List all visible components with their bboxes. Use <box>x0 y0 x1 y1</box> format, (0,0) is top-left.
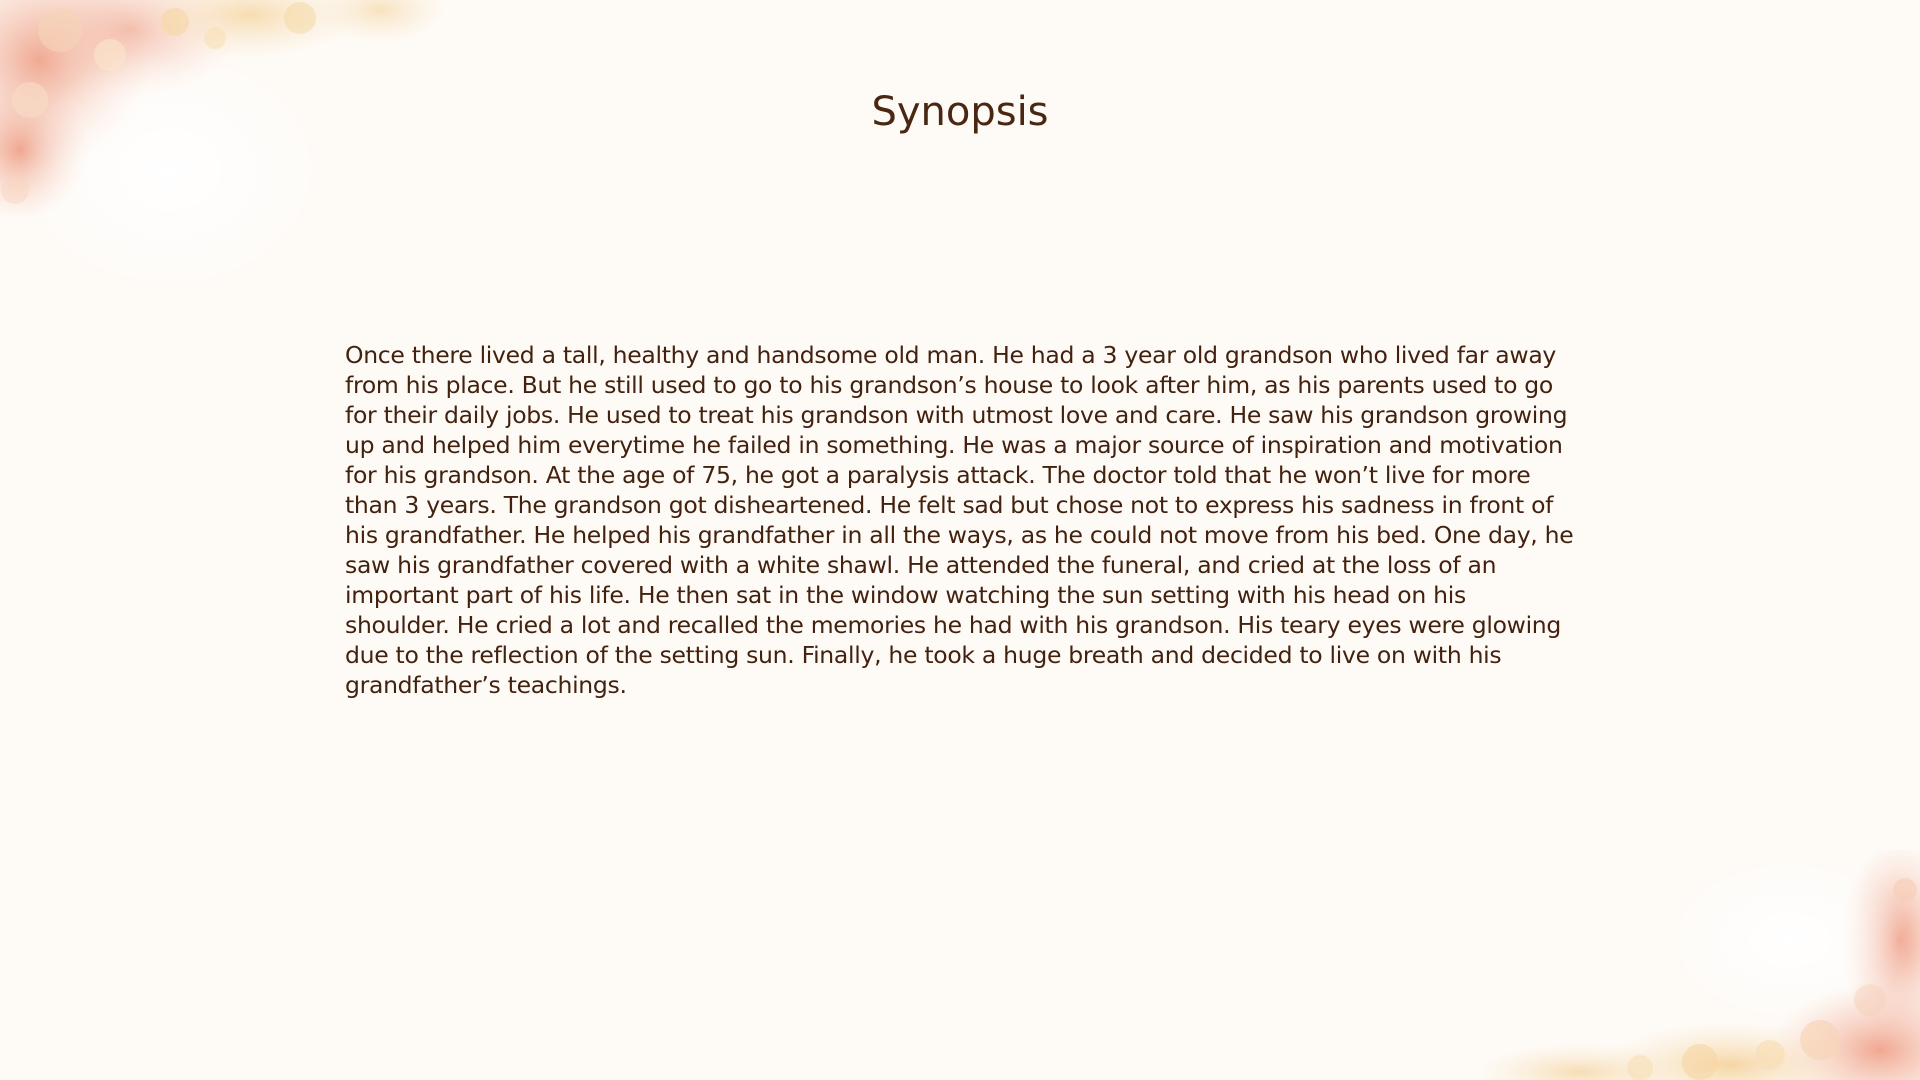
floral-watercolor-decoration-top-left <box>0 0 460 330</box>
slide-title: Synopsis <box>871 89 1049 135</box>
floral-watercolor-decoration-bottom-right <box>1400 850 1920 1080</box>
synopsis-paragraph: Once there lived a tall, healthy and handsome old man. He had a 3 year old grandson who lived far away from his place. But he still used to go to his grandson’s house to look after him, as his parents used to go for their daily jobs. He used to treat his grandson with utmost love and care. He saw his grandson growing up and helped him everytime he failed in something. He was a major source of inspiration and motivation for his grandson. At the age of 75, he got a paralysis attack. The doctor told that he won’t live for more than 3 years. The grandson got disheartened. He felt sad but chose not to express his sadness in front of his grandfather. He helped his grandfather in all the ways, as he could not move from his bed. One day, he saw his grandfather covered with a white shawl. He attended the funeral, and cried at the loss of an important part of his life. He then sat in the window watching the sun setting with his head on his shoulder. He cried a lot and recalled the memories he had with his grandson. His teary eyes were glowing due to the reflection of the setting sun. Finally, he took a huge breath and decided to live on with his grandfather’s teachings. <box>345 341 1574 699</box>
